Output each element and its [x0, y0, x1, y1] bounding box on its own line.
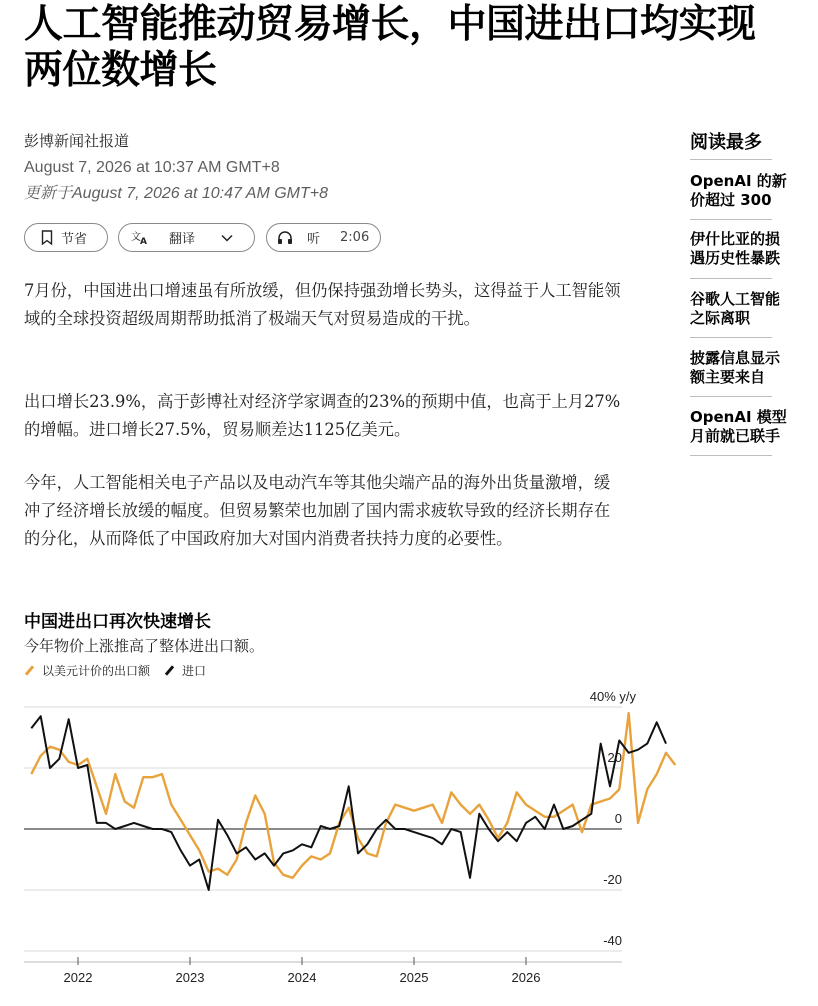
most-read-item-line: 谷歌人工智能 — [690, 290, 781, 308]
chart-subtitle: 今年物价上涨推高了整体进出口额。 — [24, 637, 265, 655]
legend-label-exports: 以美元计价的出口额 — [42, 664, 151, 678]
listen-label: 听 — [307, 232, 321, 247]
x-tick-label: 2025 — [399, 970, 429, 985]
x-tick-label: 2024 — [287, 970, 317, 985]
save-label: 节省 — [61, 232, 88, 247]
chart-legend — [24, 662, 220, 679]
x-tick-label: 2026 — [511, 970, 541, 985]
sidebar-divider — [690, 278, 772, 279]
sidebar-divider — [690, 455, 772, 456]
most-read-item-line: 价超过 300 — [690, 191, 772, 209]
legend-item-imports — [164, 662, 206, 679]
trade-chart — [0, 684, 640, 998]
y-tick-label: -40 — [603, 933, 622, 948]
most-read-item-line: 披露信息显示 — [690, 349, 781, 367]
translate-label: 翻译 — [169, 232, 196, 247]
article-paragraph-2: 出口增长23.9%，高于彭博社对经济学家调查的23%的预期中值，也高于上月27%的增幅。进口增长27.5%，贸易顺差达1125亿美元。 — [24, 392, 621, 439]
svg-text:文: 文 — [131, 232, 141, 243]
chart-title: 中国进出口再次快速增长 — [24, 612, 211, 632]
sidebar-divider — [690, 396, 772, 397]
listen-button[interactable] — [266, 223, 381, 252]
y-tick-label: 0 — [614, 811, 622, 826]
x-tick-label: 2022 — [63, 970, 93, 985]
legend-swatch-imports — [165, 665, 174, 675]
legend-label-imports: 进口 — [182, 664, 207, 678]
y-tick-label: 20 — [607, 750, 622, 765]
translate-dropdown[interactable] — [118, 223, 255, 252]
most-read-item-line: OpenAI 模型 — [690, 408, 787, 426]
sidebar-divider — [690, 159, 772, 160]
most-read-item-3[interactable] — [690, 290, 781, 328]
most-read-item-2[interactable] — [690, 230, 781, 268]
svg-text:A: A — [140, 237, 147, 247]
chevron-down-icon — [221, 234, 233, 242]
most-read-item-line: 额主要来自 — [690, 368, 766, 386]
x-tick-label: 2023 — [175, 970, 205, 985]
y-tick-label: -20 — [603, 872, 622, 887]
most-read-item-line: 之际离职 — [690, 309, 751, 327]
sidebar-divider — [690, 337, 772, 338]
article-headline: 人工智能推动贸易增长，中国进出口均实现两位数增长 — [24, 2, 756, 93]
bookmark-icon — [41, 230, 53, 245]
exports-series-line — [31, 713, 675, 878]
legend-item-exports — [24, 662, 150, 679]
most-read-item-5[interactable] — [690, 408, 787, 446]
headphones-icon — [277, 230, 293, 245]
most-read-item-1[interactable] — [690, 172, 787, 210]
published-timestamp: August 7, 2026 at 10:37 AM GMT+8 — [24, 159, 280, 176]
most-read-item-line: 月前就已联手 — [690, 427, 781, 445]
save-button[interactable] — [24, 223, 108, 252]
byline: 彭博新闻社报道 — [24, 132, 130, 150]
most-read-item-line: 伊什比亚的损 — [690, 230, 781, 248]
article-paragraph-1: 7月份，中国进出口增速虽有所放缓，但仍保持强劲增长势头，这得益于人工智能领域的全球投资超级周期帮助抵消了极端天气对贸易造成的干扰。 — [24, 281, 621, 328]
most-read-item-line: OpenAI 的新 — [690, 172, 787, 190]
legend-swatch-exports — [25, 665, 34, 675]
y-axis-unit-label: 40% y/y — [589, 689, 636, 704]
article-paragraph-3: 今年，人工智能相关电子产品以及电动汽车等其他尖端产品的海外出货量激增，缓冲了经济增长放缓的幅度。但贸易繁荣也加剧了国内需求疲软导致的经济长期存在的分化，从而降低了中国政府加大对国内消费者扶持力度的必要性。 — [24, 473, 611, 548]
sidebar-divider — [690, 219, 772, 220]
updated-timestamp: 更新于August 7, 2026 at 10:47 AM GMT+8 — [24, 185, 329, 202]
translate-icon — [131, 230, 149, 245]
listen-duration: 2:06 — [340, 230, 370, 245]
most-read-title: 阅读最多 — [690, 132, 762, 153]
most-read-item-line: 遇历史性暴跌 — [690, 249, 781, 267]
most-read-item-4[interactable] — [690, 349, 781, 387]
